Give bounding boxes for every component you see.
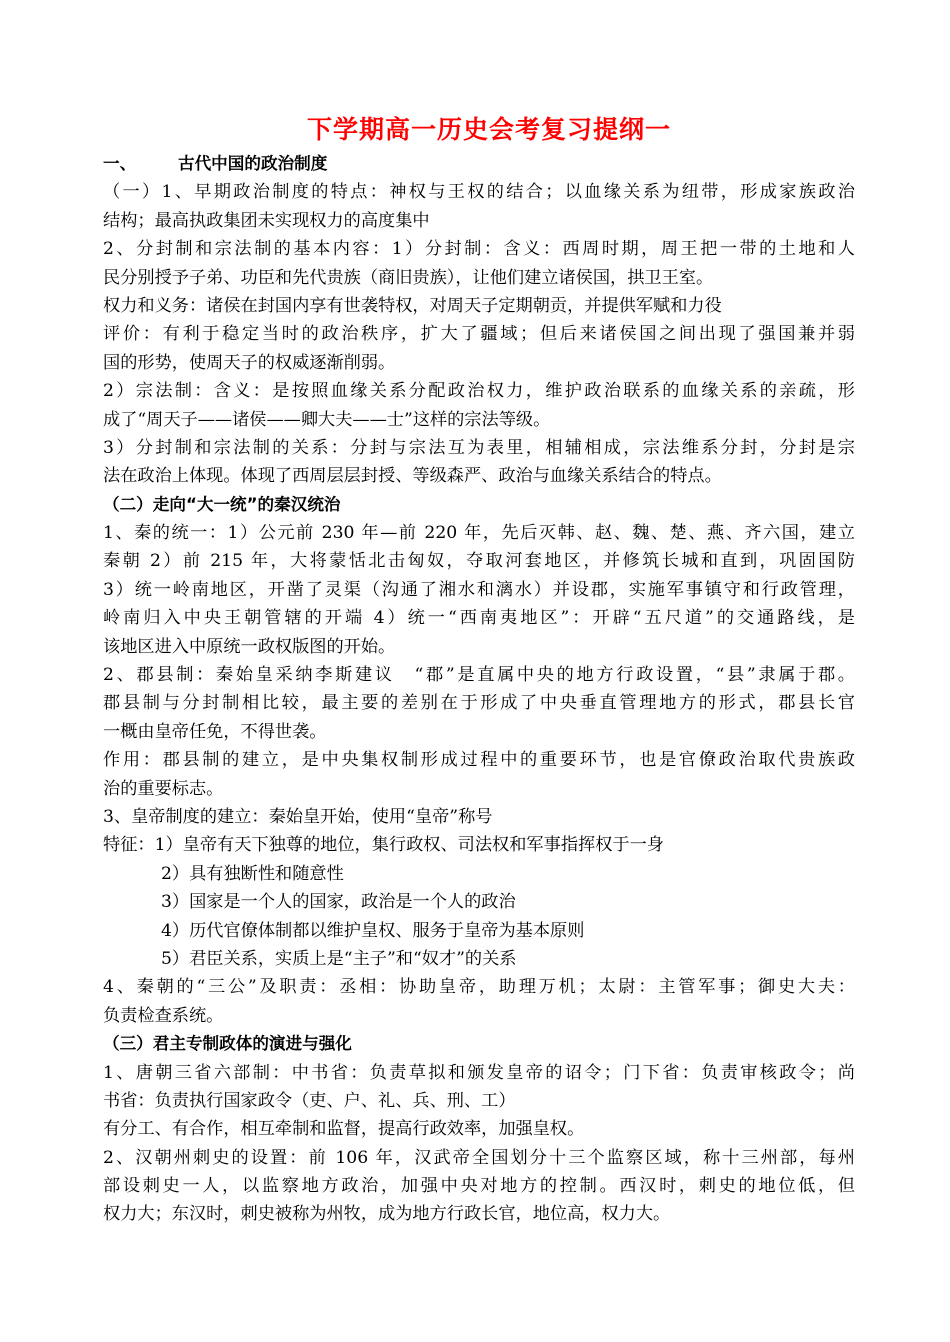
list-item: 4）历代官僚体制都以维护皇权、服务于皇帝为基本原则 xyxy=(161,920,585,941)
text-line: 2、分封制和宗法制的基本内容：1）分封制：含义：西周时期，周王把一带的土地和人 xyxy=(103,239,855,260)
document-title: 下学期高一历史会考复习提纲一 xyxy=(306,115,671,144)
text-line: 3、皇帝制度的建立：秦始皇开始，使用“皇帝”称号 xyxy=(103,806,493,827)
text-line: 书省：负责执行国家政令（吏、户、礼、兵、刑、工） xyxy=(103,1090,516,1111)
list-item: 3）国家是一个人的国家，政治是一个人的政治 xyxy=(161,892,516,913)
text-line: （一）1、早期政治制度的特点：神权与王权的结合；以血缘关系为纽带，形成家族政治 xyxy=(103,182,855,203)
text-line: 岭南归入中央王朝管辖的开端 4）统一“西南夷地区”：开辟“五尺道”的交通路线，是 xyxy=(103,608,855,629)
text-line: 1、唐朝三省六部制：中书省：负责草拟和颁发皇帝的诏令；门下省：负责审核政令；尚 xyxy=(103,1062,855,1083)
text-line: 成了“周天子——诸侯——卿大夫——士”这样的宗法等级。 xyxy=(103,409,551,430)
subsection-heading: （三）君主专制政体的演进与强化 xyxy=(103,1034,352,1054)
text-line: 作用：郡县制的建立，是中央集权制形成过程中的重要环节，也是官僚政治取代贵族政 xyxy=(103,750,855,771)
text-line: 2、郡县制：秦始皇采纳李斯建议 “郡”是直属中央的地方行政设置，“县”隶属于郡。 xyxy=(103,665,855,686)
text-line: 负责检查系统。 xyxy=(103,1005,224,1026)
subsection-heading: （二）走向“大一统”的秦汉统治 xyxy=(103,494,341,514)
text-line: 3）统一岭南地区，开凿了灵渠（沟通了湘水和漓水）并设郡，实施军事镇守和行政管理， xyxy=(103,579,855,600)
section-heading xyxy=(103,150,855,178)
text-line: 民分别授予子弟、功臣和先代贵族（商旧贵族），让他们建立诸侯国，拱卫王室。 xyxy=(103,267,714,288)
text-line: 1、秦的统一：1）公元前 230 年—前 220 年，先后灭韩、赵、魏、楚、燕、齐六国，建立 xyxy=(103,523,855,544)
text-line: 结构；最高执政集团未实现权力的高度集中 xyxy=(103,210,430,231)
text-line: 一概由皇帝任免，不得世袭。 xyxy=(103,721,327,742)
text-line: 法在政治上体现。体现了西周层层封授、等级森严、政治与血缘关系结合的特点。 xyxy=(103,466,722,487)
text-line: 4、秦朝的“三公”及职责：丞相：协助皇帝，助理万机；太尉：主管军事；御史大夫： xyxy=(103,977,855,998)
text-line: 3）分封制和宗法制的关系：分封与宗法互为表里，相辅相成，宗法维系分封，分封是宗 xyxy=(103,437,855,458)
text-line: 2）宗法制：含义：是按照血缘关系分配政治权力，维护政治联系的血缘关系的亲疏，形 xyxy=(103,381,855,402)
text-line: 国的形势，使周天子的权威逐渐削弱。 xyxy=(103,352,396,373)
text-line: 2、汉朝州刺史的设置：前 106 年，汉武帝全国划分十三个监察区域，称十三州部，每州 xyxy=(103,1147,855,1168)
text-line: 该地区进入中原统一政权版图的开始。 xyxy=(103,636,396,657)
list-item: 2）具有独断性和随意性 xyxy=(161,863,344,884)
text-line: 郡县制与分封制相比较，最主要的差别在于形成了中央垂直管理地方的形式，郡县长官 xyxy=(103,693,855,714)
text-line: 评价：有利于稳定当时的政治秩序，扩大了疆域；但后来诸侯国之间出现了强国兼并弱 xyxy=(103,324,855,345)
document-page xyxy=(103,112,855,1229)
text-line: 权力和义务：诸侯在封国内享有世袭特权，对周天子定期朝贡，并提供军赋和力役 xyxy=(103,295,722,316)
text-line: 有分工、有合作，相互牵制和监督，提高行政效率，加强皇权。 xyxy=(103,1119,585,1140)
text-line: 权力大；东汉时，刺史被称为州牧，成为地方行政长官，地位高，权力大。 xyxy=(103,1204,671,1225)
section-number: 一、 xyxy=(103,154,137,173)
section-title: 古代中国的政治制度 xyxy=(178,154,328,173)
text-line: 治的重要标志。 xyxy=(103,778,224,799)
text-line: 特征：1）皇帝有天下独尊的地位，集行政权、司法权和军事指挥权于一身 xyxy=(103,835,664,856)
text-line: 秦朝 2）前 215 年，大将蒙恬北击匈奴，夺取河套地区，并修筑长城和直到，巩固国防 xyxy=(103,551,855,572)
text-line: 部设刺史一人，以监察地方政治，加强中央对地方的控制。西汉时，刺史的地位低，但 xyxy=(103,1176,855,1197)
list-item: 5）君臣关系，实质上是“主子”和“奴才”的关系 xyxy=(161,948,517,969)
